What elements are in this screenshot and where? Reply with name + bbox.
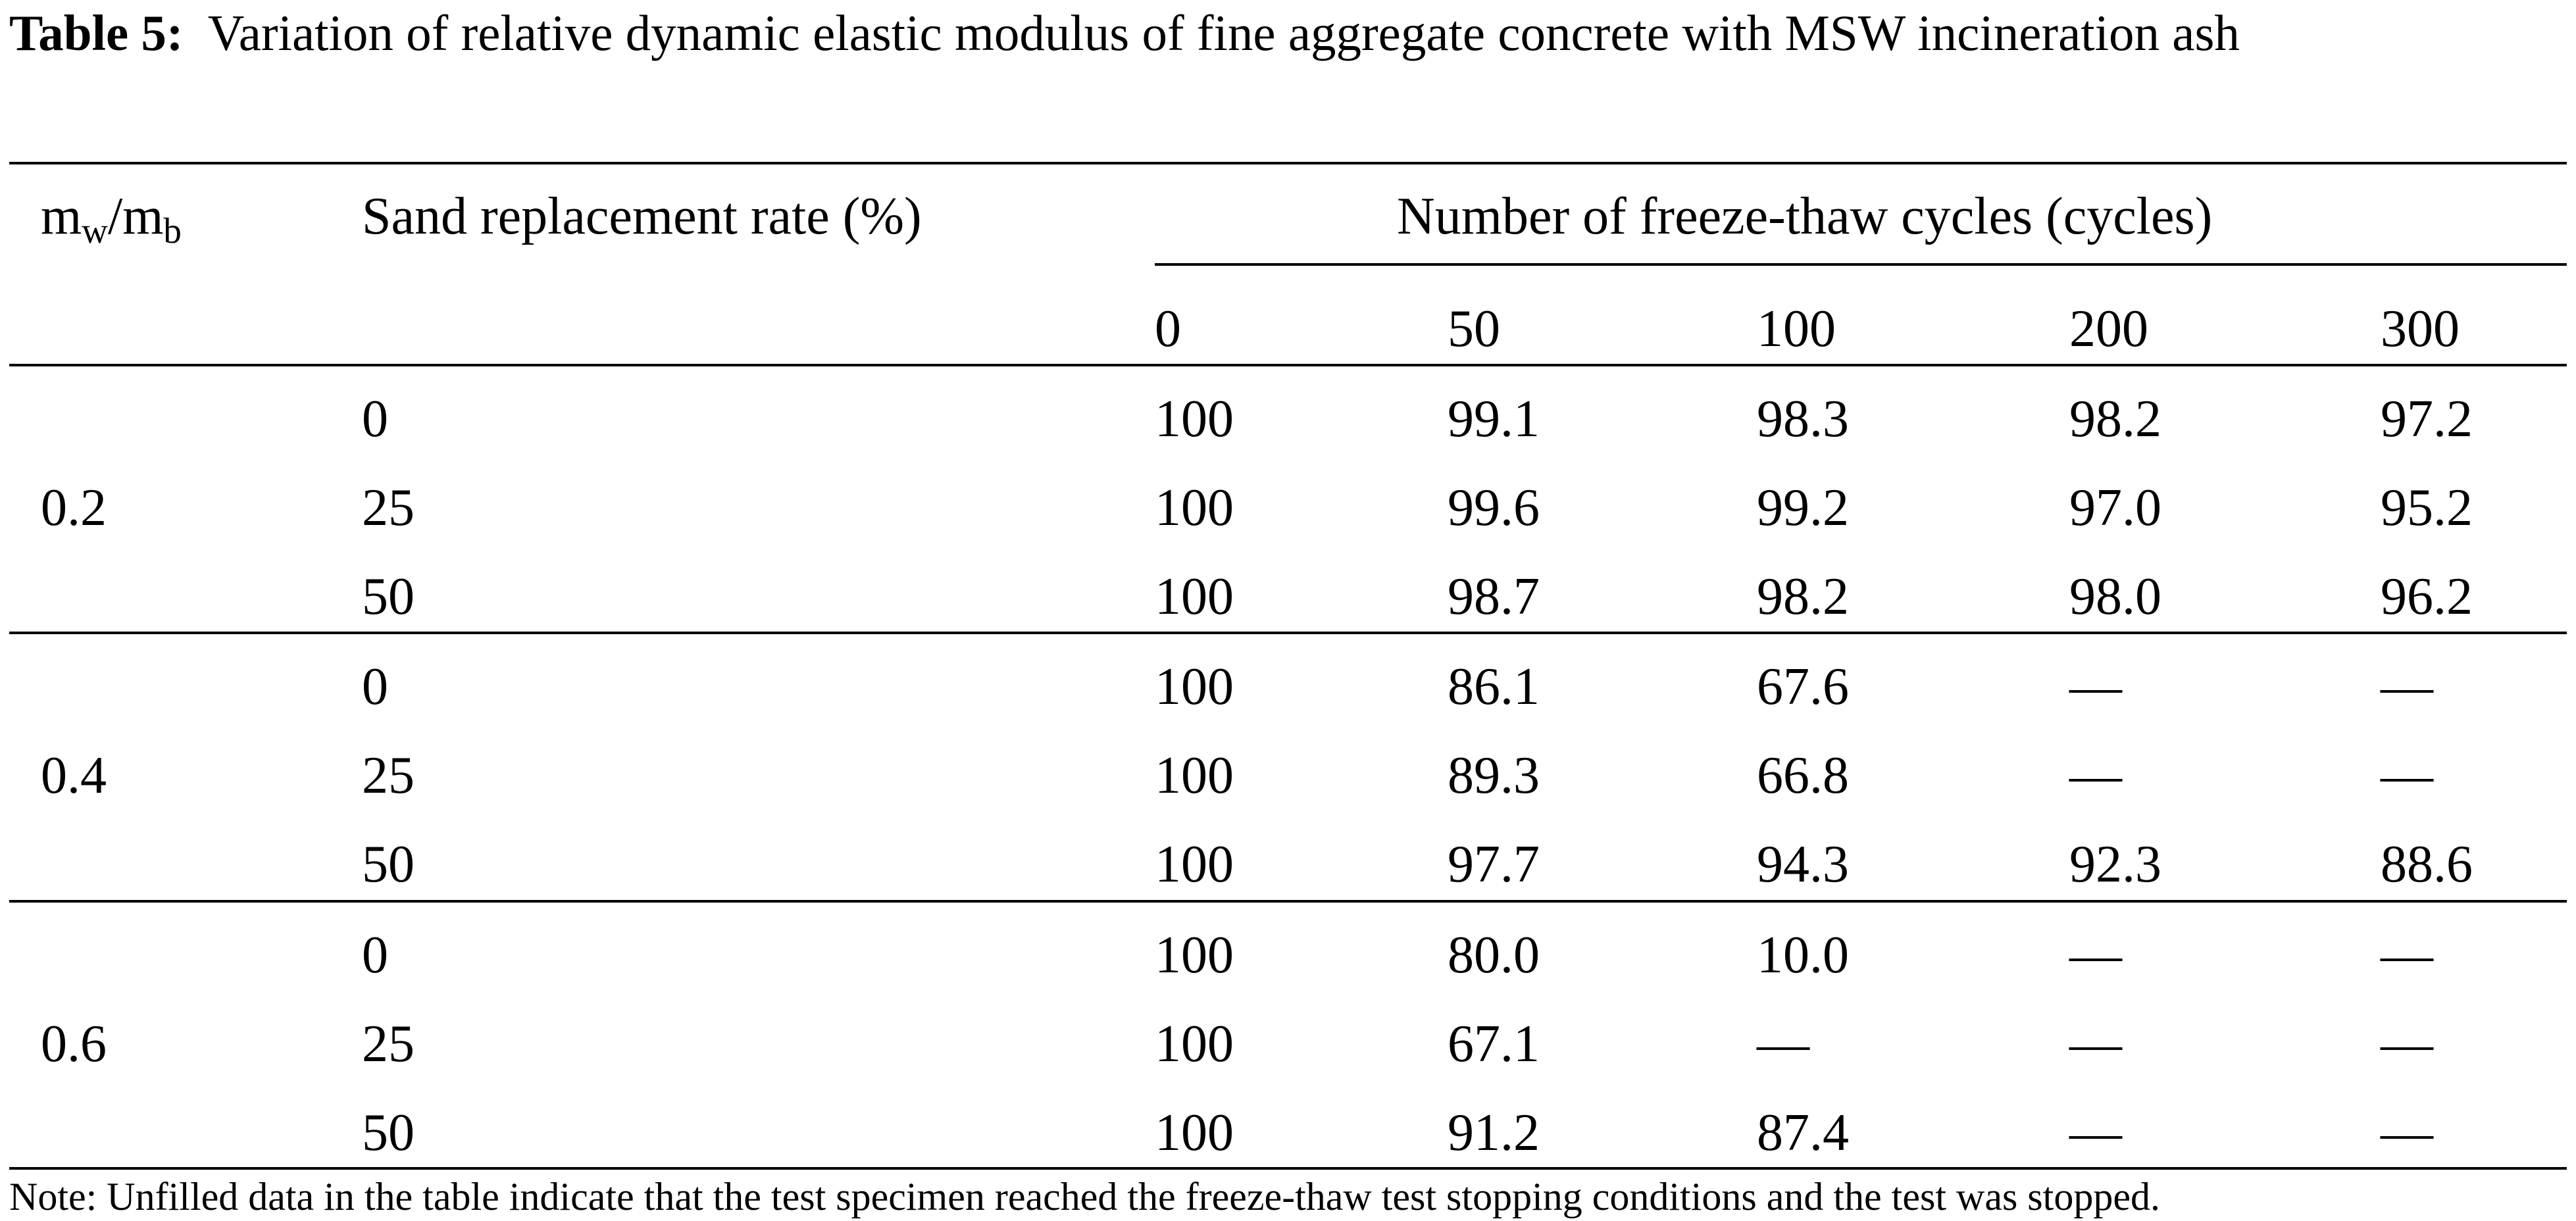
value-cell: — bbox=[2381, 1104, 2433, 1162]
value-cell: 92.3 bbox=[2069, 835, 2161, 893]
header-cycle-100: 100 bbox=[1757, 300, 1836, 358]
value-cell: 80.0 bbox=[1448, 926, 1540, 984]
value-cell: 91.2 bbox=[1448, 1104, 1540, 1162]
header-slash-m: /m bbox=[107, 187, 164, 245]
value-cell: — bbox=[2381, 658, 2433, 716]
header-sub-b: b bbox=[163, 211, 182, 251]
value-cell: 100 bbox=[1155, 747, 1234, 805]
value-cell: — bbox=[1757, 1015, 1809, 1073]
row-rate: 25 bbox=[362, 747, 415, 805]
row-rate: 0 bbox=[362, 926, 388, 984]
value-cell: — bbox=[2069, 926, 2122, 984]
value-cell: 98.0 bbox=[2069, 568, 2161, 626]
header-sand-replacement-rate: Sand replacement rate (%) bbox=[362, 187, 922, 245]
caption-label: Table 5: bbox=[9, 5, 184, 61]
value-cell: 95.2 bbox=[2381, 479, 2473, 537]
value-cell: 100 bbox=[1155, 568, 1234, 626]
header-sub-w: w bbox=[82, 211, 108, 251]
value-cell: 88.6 bbox=[2381, 835, 2473, 893]
value-cell: 96.2 bbox=[2381, 568, 2473, 626]
header-cycles-spanner: Number of freeze-thaw cycles (cycles) bbox=[1397, 187, 2213, 245]
value-cell: 100 bbox=[1155, 658, 1234, 716]
value-cell: 94.3 bbox=[1757, 835, 1849, 893]
value-cell: 98.2 bbox=[1757, 568, 1849, 626]
header-bottom-rule bbox=[9, 364, 2567, 366]
value-cell: 86.1 bbox=[1448, 658, 1540, 716]
value-cell: 100 bbox=[1155, 926, 1234, 984]
row-rate: 50 bbox=[362, 835, 415, 893]
header-cycle-50: 50 bbox=[1448, 300, 1500, 358]
row-rate: 0 bbox=[362, 390, 388, 448]
value-cell: 98.3 bbox=[1757, 390, 1849, 448]
value-cell: 87.4 bbox=[1757, 1104, 1849, 1162]
value-cell: 66.8 bbox=[1757, 747, 1849, 805]
value-cell: 98.7 bbox=[1448, 568, 1540, 626]
value-cell: 67.1 bbox=[1448, 1015, 1540, 1073]
row-rate: 25 bbox=[362, 479, 415, 537]
value-cell: 100 bbox=[1155, 479, 1234, 537]
top-rule bbox=[9, 162, 2567, 164]
value-cell: 100 bbox=[1155, 1015, 1234, 1073]
value-cell: 10.0 bbox=[1757, 926, 1849, 984]
value-cell: 89.3 bbox=[1448, 747, 1540, 805]
value-cell: 100 bbox=[1155, 1104, 1234, 1162]
table-note: Note: Unfilled data in the table indicate that the test specimen reached the freeze-thaw test stopping conditions and the test was stopped. bbox=[9, 1175, 2160, 1218]
value-cell: — bbox=[2069, 658, 2122, 716]
spanner-rule bbox=[1155, 263, 2567, 266]
group-ratio: 0.2 bbox=[41, 479, 107, 537]
header-cycle-300: 300 bbox=[2381, 300, 2460, 358]
header-cycle-0: 0 bbox=[1155, 300, 1181, 358]
value-cell: 99.1 bbox=[1448, 390, 1540, 448]
group-ratio: 0.4 bbox=[41, 747, 107, 805]
value-cell: 99.6 bbox=[1448, 479, 1540, 537]
value-cell: 97.2 bbox=[2381, 390, 2473, 448]
row-rate: 0 bbox=[362, 658, 388, 716]
caption-text: Variation of relative dynamic elastic modulus of fine aggregate concrete with MSW incineration ash bbox=[207, 5, 2240, 61]
value-cell: 97.7 bbox=[1448, 835, 1540, 893]
value-cell: 97.0 bbox=[2069, 479, 2161, 537]
value-cell: 99.2 bbox=[1757, 479, 1849, 537]
value-cell: — bbox=[2069, 1104, 2122, 1162]
value-cell: — bbox=[2381, 747, 2433, 805]
value-cell: 100 bbox=[1155, 835, 1234, 893]
group-separator-rule bbox=[9, 900, 2567, 903]
bottom-rule bbox=[9, 1167, 2567, 1170]
value-cell: — bbox=[2069, 1015, 2122, 1073]
header-water-binder-ratio bbox=[41, 186, 182, 251]
value-cell: 67.6 bbox=[1757, 658, 1849, 716]
value-cell: — bbox=[2381, 1015, 2433, 1073]
group-ratio: 0.6 bbox=[41, 1015, 107, 1073]
row-rate: 50 bbox=[362, 568, 415, 626]
row-rate: 50 bbox=[362, 1104, 415, 1162]
header-m: m bbox=[41, 187, 82, 245]
table-caption bbox=[9, 0, 2569, 66]
value-cell: 98.2 bbox=[2069, 390, 2161, 448]
row-rate: 25 bbox=[362, 1015, 415, 1073]
header-cycle-200: 200 bbox=[2069, 300, 2148, 358]
group-separator-rule bbox=[9, 632, 2567, 634]
value-cell: — bbox=[2381, 926, 2433, 984]
value-cell: 100 bbox=[1155, 390, 1234, 448]
value-cell: — bbox=[2069, 747, 2122, 805]
